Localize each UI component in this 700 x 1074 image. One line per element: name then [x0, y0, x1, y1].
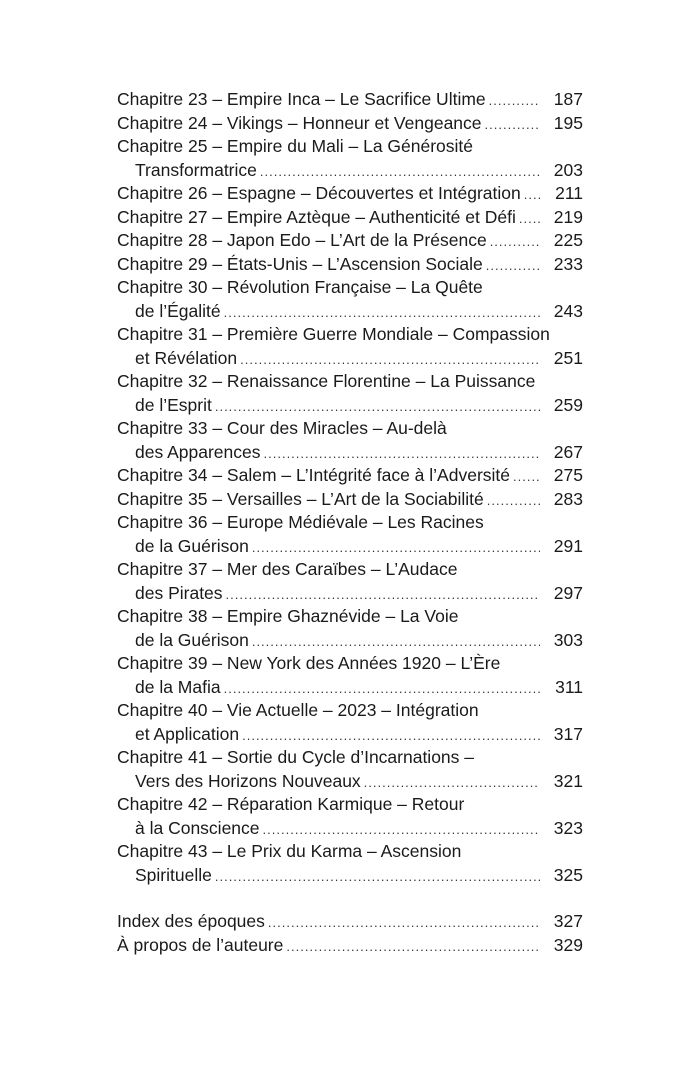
- dot-leader: [240, 348, 540, 372]
- toc-line: [117, 746, 583, 770]
- toc-entry-title: Chapitre 29 – États-Unis – L’Ascension Sociale: [117, 253, 483, 274]
- toc-entry-title: Chapitre 42 – Réparation Karmique – Retour: [117, 794, 465, 814]
- chapter-list: [117, 88, 583, 887]
- toc-entry-title: Index des époques: [117, 911, 265, 931]
- toc-entry-title: Chapitre 34 – Salem – L’Intégrité face à l’Adversité: [117, 465, 510, 485]
- toc-entry-title: et Application: [135, 723, 240, 744]
- toc-entry-title: À propos de l’auteure: [117, 934, 284, 955]
- toc-line: [117, 135, 583, 159]
- dot-leader: [264, 442, 540, 466]
- toc-entry[interactable]: [117, 910, 583, 934]
- toc-entry-title: Chapitre 33 – Cour des Miracles – Au-delà: [117, 418, 447, 438]
- toc-line: [117, 417, 583, 441]
- dot-leader: [215, 395, 540, 419]
- toc-entry[interactable]: [117, 605, 583, 652]
- dot-leader: [364, 771, 540, 795]
- toc-entry-title: Chapitre 40 – Vie Actuelle – 2023 – Intégration: [117, 700, 479, 720]
- toc-entry[interactable]: [117, 840, 583, 887]
- section-gap: [117, 887, 583, 910]
- toc-entry-title: Chapitre 30 – Révolution Française – La Quête: [117, 277, 483, 297]
- toc-entry[interactable]: [117, 511, 583, 558]
- toc-entry-title: Chapitre 23 – Empire Inca – Le Sacrifice Ultime: [117, 89, 486, 109]
- toc-line: [117, 112, 583, 136]
- dot-leader: [524, 183, 540, 207]
- page-number: 303: [553, 629, 583, 650]
- toc-line: [117, 934, 583, 958]
- dot-leader: [485, 113, 540, 137]
- toc-line: [117, 229, 583, 253]
- dot-leader: [268, 911, 540, 935]
- dot-leader: [486, 254, 540, 278]
- toc-entry-title: des Apparences: [135, 441, 261, 462]
- toc-line: [117, 793, 583, 817]
- toc-entry-title: Chapitre 38 – Empire Ghaznévide – La Voie: [117, 606, 459, 626]
- toc-entry[interactable]: [117, 112, 583, 136]
- toc-entry-title: et Révélation: [135, 347, 238, 368]
- toc-entry[interactable]: [117, 652, 583, 699]
- toc-line: [117, 699, 583, 723]
- dot-leader: [226, 583, 540, 607]
- page-number: 317: [553, 723, 583, 744]
- toc-entry-title: Chapitre 25 – Empire du Mali – La Générosité: [117, 136, 474, 156]
- toc-line: [117, 488, 583, 512]
- toc-entry-title: Chapitre 36 – Europe Médiévale – Les Racines: [117, 512, 484, 532]
- dot-leader: [224, 301, 540, 325]
- dot-leader: [263, 818, 540, 842]
- toc-entry[interactable]: [117, 88, 583, 112]
- toc-line: [117, 770, 583, 794]
- toc-line: [117, 817, 583, 841]
- toc-entry[interactable]: [117, 253, 583, 277]
- toc-entry-title: Transformatrice: [135, 159, 257, 180]
- dot-leader: [224, 677, 540, 701]
- toc-entry-title: Spirituelle: [135, 864, 212, 885]
- toc-line: [117, 910, 583, 934]
- toc-entry-title: Chapitre 39 – New York des Années 1920 – L’Ère: [117, 653, 501, 673]
- toc-entry[interactable]: [117, 558, 583, 605]
- page-number: 267: [553, 441, 583, 462]
- dot-leader: [215, 865, 540, 889]
- page-number: 187: [553, 89, 583, 109]
- toc-line: [117, 864, 583, 888]
- toc-line: [117, 652, 583, 676]
- toc-entry-title: de la Guérison: [135, 535, 249, 556]
- toc-line: [117, 605, 583, 629]
- page-number: 311: [555, 676, 583, 697]
- page-number: 321: [553, 770, 583, 791]
- page-number: 195: [553, 112, 583, 133]
- toc-entry[interactable]: [117, 417, 583, 464]
- toc-entry-title: de l’Égalité: [135, 300, 221, 321]
- dot-leader: [490, 230, 540, 254]
- page-number: 233: [553, 253, 583, 274]
- toc-line: [117, 323, 583, 347]
- page-number: 219: [553, 206, 583, 227]
- toc-entry-title: des Pirates: [135, 582, 223, 603]
- toc-line: [117, 206, 583, 230]
- appendix-list: [117, 910, 583, 957]
- toc-entry[interactable]: [117, 488, 583, 512]
- page-number: 225: [553, 230, 583, 250]
- page-number: 211: [555, 183, 583, 203]
- toc-entry[interactable]: [117, 276, 583, 323]
- toc-line: [117, 394, 583, 418]
- toc-line: [117, 582, 583, 606]
- toc-entry-title: Chapitre 31 – Première Guerre Mondiale – Compassion: [117, 324, 550, 344]
- dot-leader: [260, 160, 540, 184]
- toc-entry[interactable]: [117, 182, 583, 206]
- toc-line: [117, 370, 583, 394]
- toc-entry-title: Chapitre 28 – Japon Edo – L’Art de la Présence: [117, 230, 487, 250]
- page-number: 283: [553, 488, 583, 509]
- toc-line: [117, 347, 583, 371]
- toc-line: [117, 253, 583, 277]
- toc-line: [117, 840, 583, 864]
- page-number: 203: [553, 159, 583, 180]
- toc-entry[interactable]: [117, 699, 583, 746]
- toc-entry[interactable]: [117, 229, 583, 253]
- toc-line: [117, 88, 583, 112]
- toc-entry-title: de la Guérison: [135, 629, 249, 650]
- page-number: 297: [553, 582, 583, 603]
- toc-line: [117, 182, 583, 206]
- toc-entry-title: Chapitre 37 – Mer des Caraïbes – L’Audace: [117, 559, 458, 579]
- page-number: 251: [553, 347, 583, 368]
- toc-entry[interactable]: [117, 370, 583, 417]
- toc-entry[interactable]: [117, 746, 583, 793]
- page-number: 323: [553, 817, 583, 838]
- dot-leader: [487, 489, 540, 513]
- page-number: 327: [553, 911, 583, 931]
- dot-leader: [513, 465, 540, 489]
- dot-leader: [242, 724, 540, 748]
- toc-line: [117, 300, 583, 324]
- dot-leader: [252, 536, 540, 560]
- page-number: 325: [553, 864, 583, 885]
- toc-line: [117, 276, 583, 300]
- toc-entry-title: Chapitre 27 – Empire Aztèque – Authenticité et Défi: [117, 206, 516, 227]
- toc-line: [117, 511, 583, 535]
- toc-entry-title: Chapitre 35 – Versailles – L’Art de la Sociabilité: [117, 488, 484, 509]
- toc-entry[interactable]: [117, 323, 583, 370]
- toc-entry-title: Chapitre 41 – Sortie du Cycle d’Incarnations –: [117, 747, 475, 767]
- dot-leader: [286, 935, 540, 959]
- toc-entry[interactable]: [117, 135, 583, 182]
- toc-line: [117, 629, 583, 653]
- page-number: 259: [553, 394, 583, 415]
- page-number: 275: [553, 465, 583, 485]
- toc-line: [117, 723, 583, 747]
- table-of-contents: [117, 88, 583, 957]
- dot-leader: [252, 630, 540, 654]
- page-number: 243: [553, 300, 583, 321]
- toc-line: [117, 464, 583, 488]
- toc-entry-title: Chapitre 24 – Vikings – Honneur et Vengeance: [117, 112, 482, 133]
- toc-entry-title: Chapitre 43 – Le Prix du Karma – Ascension: [117, 841, 462, 861]
- toc-entry-title: de la Mafia: [135, 676, 221, 697]
- toc-entry[interactable]: [117, 464, 583, 488]
- toc-line: [117, 535, 583, 559]
- toc-entry[interactable]: [117, 793, 583, 840]
- page-number: 329: [553, 934, 583, 955]
- toc-line: [117, 558, 583, 582]
- toc-line: [117, 441, 583, 465]
- dot-leader: [489, 89, 540, 113]
- dot-leader: [519, 207, 540, 231]
- toc-entry-title: Chapitre 32 – Renaissance Florentine – La Puissance: [117, 371, 536, 391]
- toc-entry-title: Chapitre 26 – Espagne – Découvertes et Intégration: [117, 183, 521, 203]
- toc-line: [117, 676, 583, 700]
- toc-entry[interactable]: [117, 206, 583, 230]
- toc-entry[interactable]: [117, 934, 583, 958]
- toc-entry-title: Vers des Horizons Nouveaux: [135, 770, 361, 791]
- toc-line: [117, 159, 583, 183]
- toc-entry-title: à la Conscience: [135, 817, 260, 838]
- page-number: 291: [553, 535, 583, 556]
- toc-entry-title: de l’Esprit: [135, 394, 212, 415]
